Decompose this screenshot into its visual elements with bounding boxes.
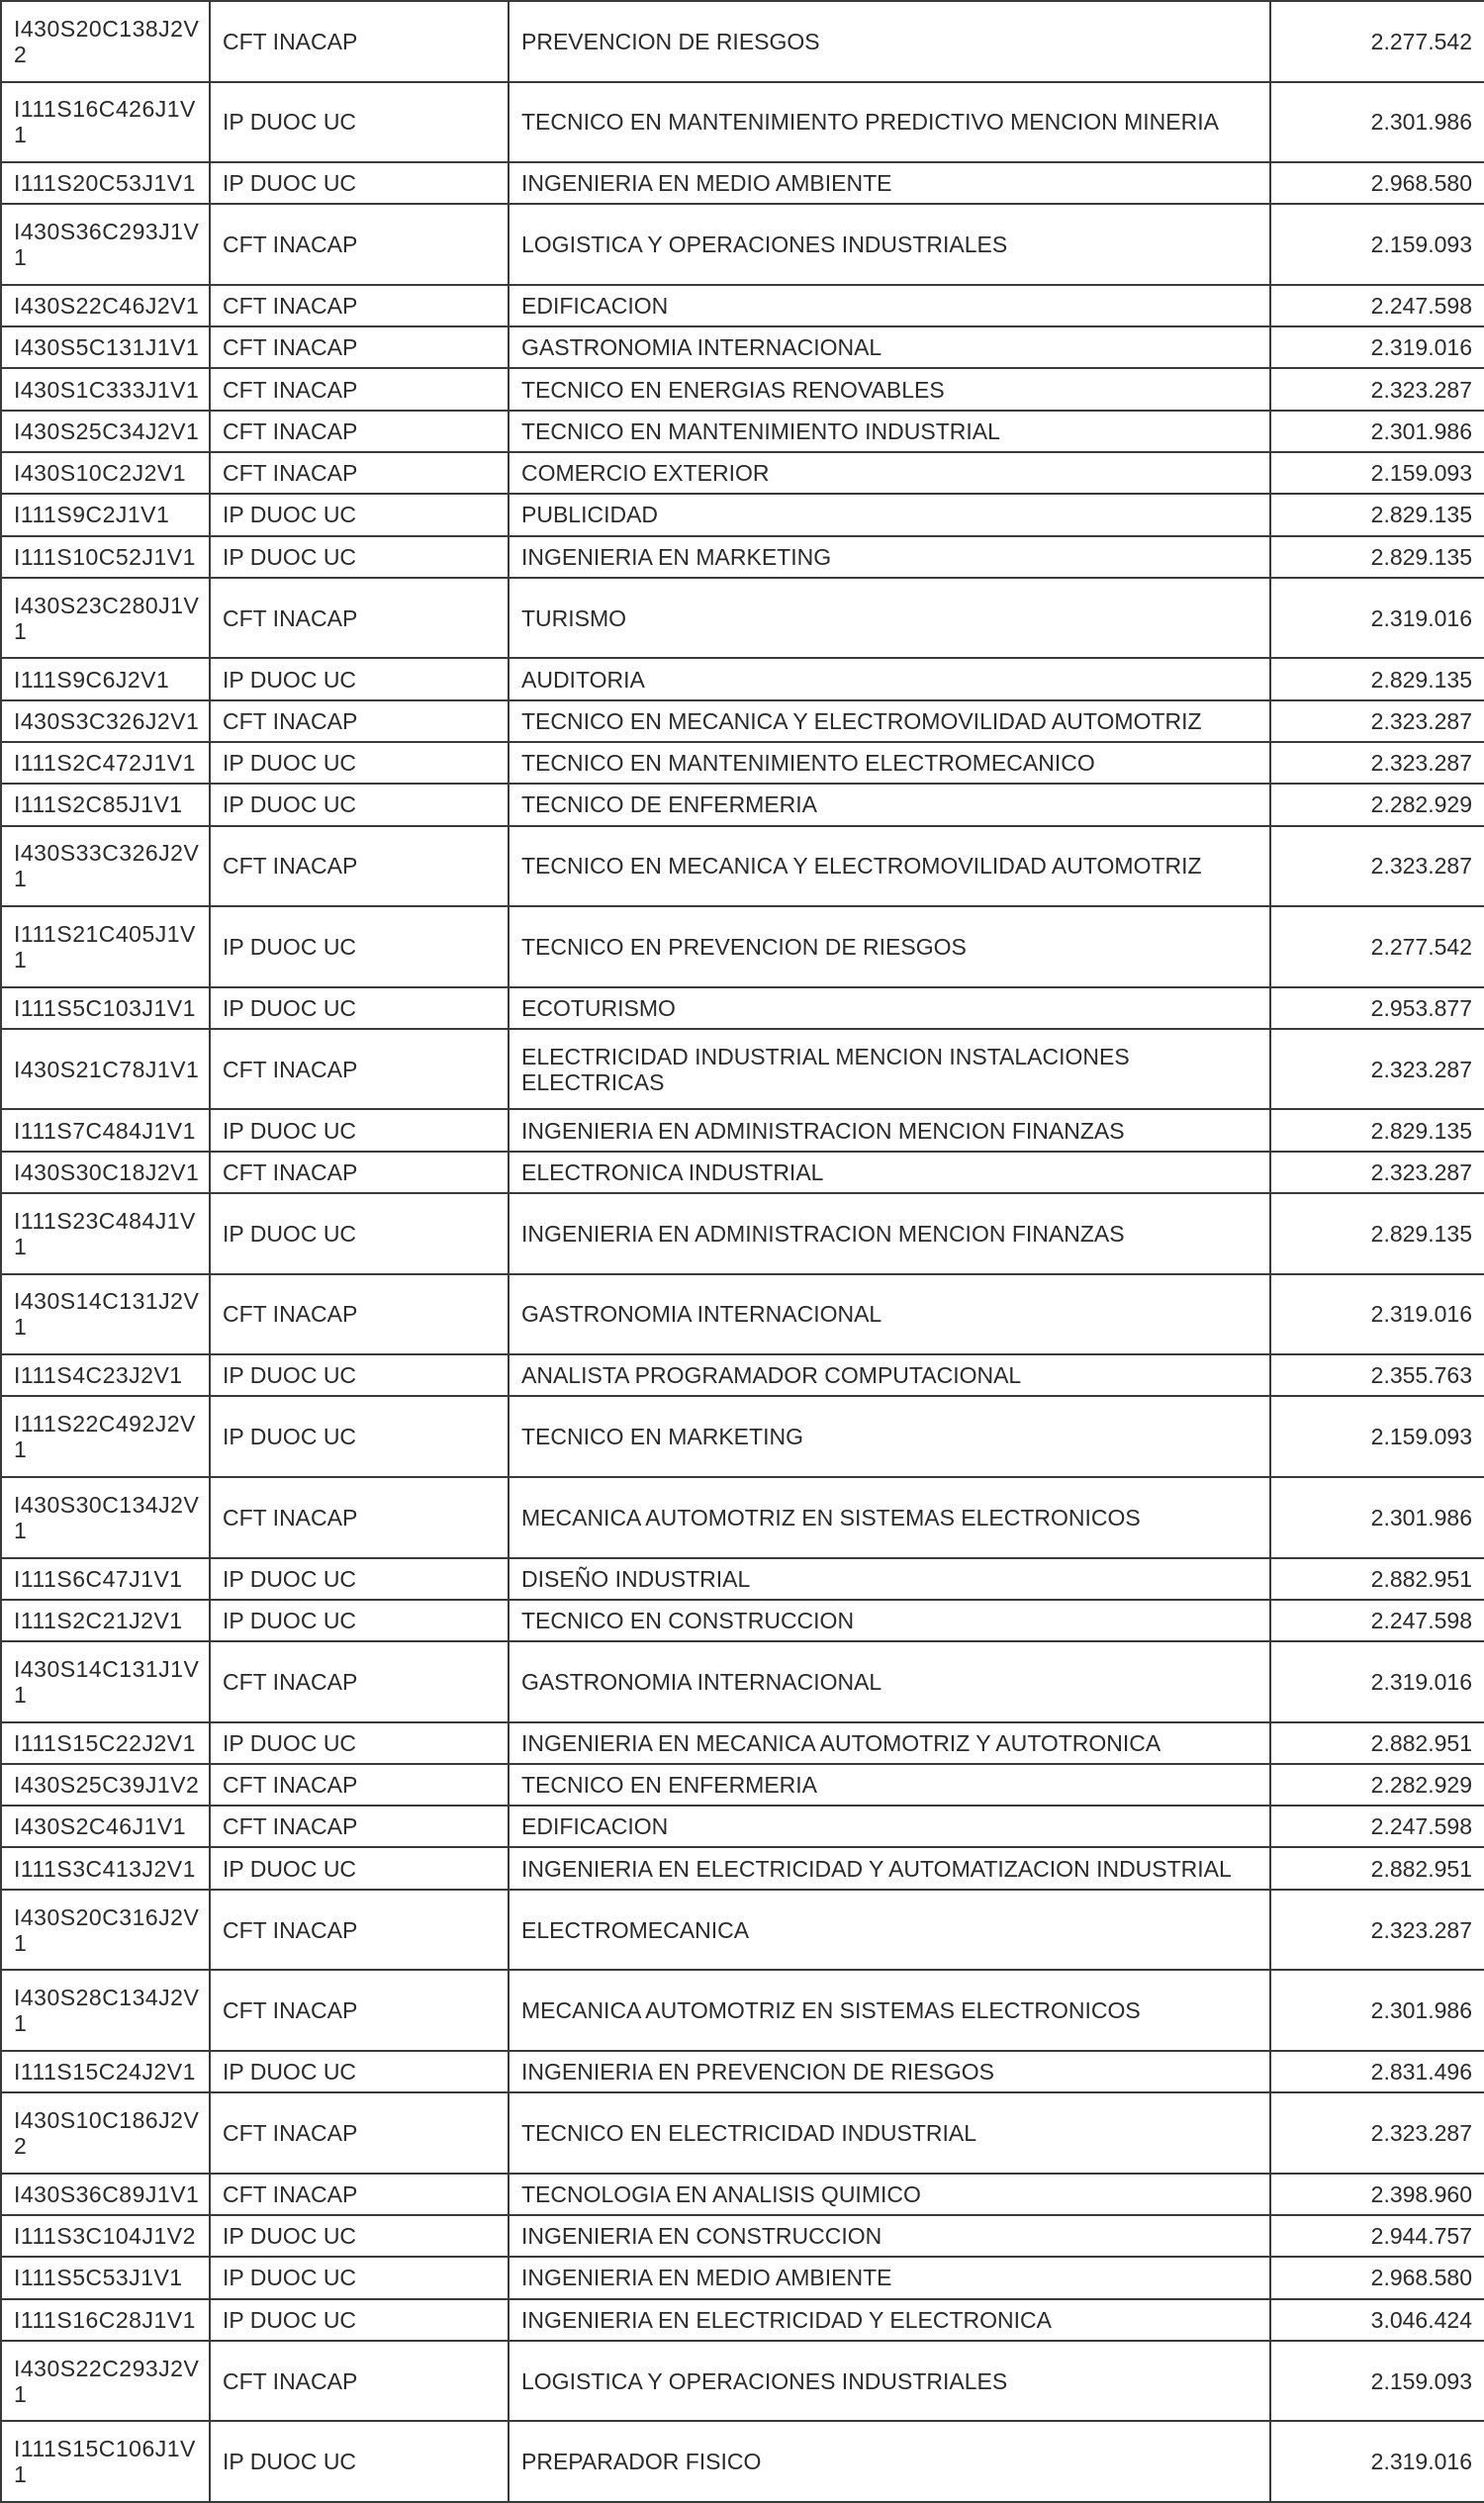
amount-cell: 2.829.135: [1270, 658, 1484, 699]
program-name-cell: TECNICO EN MECANICA Y ELECTROMOVILIDAD AUTOMOTRIZ: [509, 826, 1270, 907]
program-code-cell: I111S2C472J1V1: [1, 742, 210, 784]
amount-cell: 2.247.598: [1270, 1806, 1484, 1847]
program-code-cell: I430S30C134J2V1: [1, 1477, 210, 1558]
table-row: [1, 1890, 1484, 1971]
program-code-cell: I430S23C280J1V1: [1, 578, 210, 659]
program-name-cell: ELECTROMECANICA: [509, 1890, 1270, 1971]
program-code-cell: I111S15C106J1V1: [1, 2421, 210, 2502]
program-name-cell: COMERCIO EXTERIOR: [509, 452, 1270, 494]
amount-cell: 2.323.287: [1270, 368, 1484, 410]
program-code-cell: I111S4C23J2V1: [1, 1354, 210, 1396]
table-row: [1, 368, 1484, 410]
table-row: [1, 2257, 1484, 2298]
program-name-cell: GASTRONOMIA INTERNACIONAL: [509, 1274, 1270, 1355]
amount-cell: 2.968.580: [1270, 2257, 1484, 2298]
program-code-cell: I111S16C28J1V1: [1, 2299, 210, 2341]
program-name-cell: INGENIERIA EN ELECTRICIDAD Y ELECTRONICA: [509, 2299, 1270, 2341]
institution-cell: IP DUOC UC: [210, 536, 509, 578]
program-name-cell: PREPARADOR FISICO: [509, 2421, 1270, 2502]
program-name-cell: TECNICO EN MECANICA Y ELECTROMOVILIDAD AUTOMOTRIZ: [509, 700, 1270, 742]
institution-cell: CFT INACAP: [210, 1764, 509, 1806]
program-name-cell: TECNICO EN MANTENIMIENTO ELECTROMECANICO: [509, 742, 1270, 784]
program-code-cell: I430S5C131J1V1: [1, 326, 210, 368]
amount-cell: 2.829.135: [1270, 536, 1484, 578]
amount-cell: 2.277.542: [1270, 1, 1484, 82]
institution-cell: CFT INACAP: [210, 1029, 509, 1110]
program-name-cell: PREVENCION DE RIESGOS: [509, 1, 1270, 82]
program-name-cell: DISEÑO INDUSTRIAL: [509, 1558, 1270, 1600]
amount-cell: 2.323.287: [1270, 826, 1484, 907]
program-name-cell: EDIFICACION: [509, 1806, 1270, 1847]
program-code-cell: I111S2C21J2V1: [1, 1600, 210, 1641]
program-code-cell: I430S21C78J1V1: [1, 1029, 210, 1110]
program-code-cell: I111S6C47J1V1: [1, 1558, 210, 1600]
program-name-cell: TURISMO: [509, 578, 1270, 659]
table-row: [1, 1641, 1484, 1722]
table-row: [1, 82, 1484, 163]
program-name-cell: ELECTRONICA INDUSTRIAL: [509, 1152, 1270, 1193]
program-name-cell: TECNICO EN MANTENIMIENTO PREDICTIVO MENCION MINERIA: [509, 82, 1270, 163]
program-code-cell: I111S2C85J1V1: [1, 784, 210, 825]
table-row: [1, 1558, 1484, 1600]
program-code-cell: I430S33C326J2V1: [1, 826, 210, 907]
table-row: [1, 1970, 1484, 2051]
institution-cell: IP DUOC UC: [210, 1722, 509, 1764]
program-name-cell: GASTRONOMIA INTERNACIONAL: [509, 1641, 1270, 1722]
amount-cell: 2.323.287: [1270, 1029, 1484, 1110]
program-code-cell: I430S3C326J2V1: [1, 700, 210, 742]
amount-cell: 2.398.960: [1270, 2174, 1484, 2215]
amount-cell: 2.159.093: [1270, 2341, 1484, 2422]
program-name-cell: TECNOLOGIA EN ANALISIS QUIMICO: [509, 2174, 1270, 2215]
institution-cell: IP DUOC UC: [210, 494, 509, 535]
table-row: [1, 1722, 1484, 1764]
amount-cell: 2.831.496: [1270, 2051, 1484, 2092]
table-row: [1, 1764, 1484, 1806]
program-name-cell: INGENIERIA EN ADMINISTRACION MENCION FINANZAS: [509, 1193, 1270, 1274]
table-row: [1, 2051, 1484, 2092]
program-name-cell: INGENIERIA EN ADMINISTRACION MENCION FINANZAS: [509, 1109, 1270, 1151]
amount-cell: 2.323.287: [1270, 2092, 1484, 2174]
table-row: [1, 742, 1484, 784]
program-code-cell: I111S23C484J1V1: [1, 1193, 210, 1274]
institution-cell: CFT INACAP: [210, 368, 509, 410]
amount-cell: 2.323.287: [1270, 742, 1484, 784]
institution-cell: CFT INACAP: [210, 285, 509, 326]
program-code-cell: I430S14C131J2V1: [1, 1274, 210, 1355]
program-code-cell: I430S30C18J2V1: [1, 1152, 210, 1193]
program-code-cell: I111S10C52J1V1: [1, 536, 210, 578]
program-code-cell: I430S22C46J2V1: [1, 285, 210, 326]
institution-cell: IP DUOC UC: [210, 1396, 509, 1477]
table-row: [1, 1600, 1484, 1641]
institution-cell: IP DUOC UC: [210, 2421, 509, 2502]
table-row: [1, 285, 1484, 326]
table-row: [1, 494, 1484, 535]
amount-cell: 2.944.757: [1270, 2215, 1484, 2257]
program-code-cell: I111S15C22J2V1: [1, 1722, 210, 1764]
table-row: [1, 1029, 1484, 1110]
institution-cell: CFT INACAP: [210, 204, 509, 285]
program-name-cell: TECNICO EN MARKETING: [509, 1396, 1270, 1477]
institution-cell: IP DUOC UC: [210, 742, 509, 784]
amount-cell: 2.159.093: [1270, 1396, 1484, 1477]
amount-cell: 2.301.986: [1270, 82, 1484, 163]
institution-cell: CFT INACAP: [210, 1, 509, 82]
table-row: [1, 1354, 1484, 1396]
institution-cell: IP DUOC UC: [210, 2215, 509, 2257]
program-code-cell: I430S10C2J2V1: [1, 452, 210, 494]
institution-cell: CFT INACAP: [210, 1970, 509, 2051]
program-name-cell: INGENIERIA EN ELECTRICIDAD Y AUTOMATIZACION INDUSTRIAL: [509, 1847, 1270, 1889]
table-row: [1, 2421, 1484, 2502]
amount-cell: 2.319.016: [1270, 326, 1484, 368]
amount-cell: 2.829.135: [1270, 1109, 1484, 1151]
table-row: [1, 1477, 1484, 1558]
program-name-cell: TECNICO EN ENERGIAS RENOVABLES: [509, 368, 1270, 410]
program-code-cell: I111S3C104J1V2: [1, 2215, 210, 2257]
amount-cell: 2.159.093: [1270, 204, 1484, 285]
program-name-cell: ECOTURISMO: [509, 987, 1270, 1029]
table-row: [1, 452, 1484, 494]
amount-cell: 2.247.598: [1270, 285, 1484, 326]
program-code-cell: I430S20C138J2V2: [1, 1, 210, 82]
amount-cell: 2.968.580: [1270, 162, 1484, 204]
institution-cell: IP DUOC UC: [210, 82, 509, 163]
program-name-cell: INGENIERIA EN MEDIO AMBIENTE: [509, 2257, 1270, 2298]
program-name-cell: LOGISTICA Y OPERACIONES INDUSTRIALES: [509, 2341, 1270, 2422]
program-name-cell: LOGISTICA Y OPERACIONES INDUSTRIALES: [509, 204, 1270, 285]
table-row: [1, 2299, 1484, 2341]
amount-cell: 2.319.016: [1270, 1274, 1484, 1355]
table-row: [1, 1396, 1484, 1477]
program-code-cell: I430S20C316J2V1: [1, 1890, 210, 1971]
program-name-cell: MECANICA AUTOMOTRIZ EN SISTEMAS ELECTRONICOS: [509, 1970, 1270, 2051]
institution-cell: CFT INACAP: [210, 452, 509, 494]
table-row: [1, 2341, 1484, 2422]
program-name-cell: ANALISTA PROGRAMADOR COMPUTACIONAL: [509, 1354, 1270, 1396]
institution-cell: CFT INACAP: [210, 826, 509, 907]
amount-cell: 2.882.951: [1270, 1722, 1484, 1764]
amount-cell: 2.301.986: [1270, 1477, 1484, 1558]
institution-cell: IP DUOC UC: [210, 2257, 509, 2298]
program-name-cell: TECNICO EN ELECTRICIDAD INDUSTRIAL: [509, 2092, 1270, 2174]
amount-cell: 2.277.542: [1270, 906, 1484, 987]
program-name-cell: AUDITORIA: [509, 658, 1270, 699]
table-row: [1, 784, 1484, 825]
table-row: [1, 1, 1484, 82]
table-row: [1, 1109, 1484, 1151]
program-code-cell: I430S2C46J1V1: [1, 1806, 210, 1847]
program-code-cell: I111S21C405J1V1: [1, 906, 210, 987]
table-row: [1, 1152, 1484, 1193]
table-body: [1, 1, 1484, 2502]
amount-cell: 2.301.986: [1270, 411, 1484, 452]
institution-cell: CFT INACAP: [210, 1890, 509, 1971]
program-name-cell: TECNICO DE ENFERMERIA: [509, 784, 1270, 825]
program-name-cell: TECNICO EN MANTENIMIENTO INDUSTRIAL: [509, 411, 1270, 452]
amount-cell: 2.247.598: [1270, 1600, 1484, 1641]
program-code-cell: I111S20C53J1V1: [1, 162, 210, 204]
program-name-cell: ELECTRICIDAD INDUSTRIAL MENCION INSTALACIONES ELECTRICAS: [509, 1029, 1270, 1110]
institution-cell: CFT INACAP: [210, 2341, 509, 2422]
table-row: [1, 1274, 1484, 1355]
amount-cell: 2.355.763: [1270, 1354, 1484, 1396]
table-row: [1, 1847, 1484, 1889]
program-code-cell: I111S5C103J1V1: [1, 987, 210, 1029]
amount-cell: 2.319.016: [1270, 578, 1484, 659]
program-code-cell: I111S7C484J1V1: [1, 1109, 210, 1151]
amount-cell: 2.323.287: [1270, 1152, 1484, 1193]
table-row: [1, 536, 1484, 578]
amount-cell: 2.282.929: [1270, 1764, 1484, 1806]
program-code-cell: I430S14C131J1V1: [1, 1641, 210, 1722]
amount-cell: 2.953.877: [1270, 987, 1484, 1029]
program-code-cell: I430S28C134J2V1: [1, 1970, 210, 2051]
institution-cell: IP DUOC UC: [210, 1600, 509, 1641]
program-code-cell: I111S15C24J2V1: [1, 2051, 210, 2092]
table-row: [1, 700, 1484, 742]
table-row: [1, 1193, 1484, 1274]
program-code-cell: I111S5C53J1V1: [1, 2257, 210, 2298]
program-code-cell: I430S22C293J2V1: [1, 2341, 210, 2422]
table-row: [1, 2174, 1484, 2215]
table-row: [1, 162, 1484, 204]
table-row: [1, 658, 1484, 699]
institution-cell: CFT INACAP: [210, 1641, 509, 1722]
program-name-cell: GASTRONOMIA INTERNACIONAL: [509, 326, 1270, 368]
institution-cell: IP DUOC UC: [210, 987, 509, 1029]
program-code-cell: I111S16C426J1V1: [1, 82, 210, 163]
program-name-cell: EDIFICACION: [509, 285, 1270, 326]
institution-cell: CFT INACAP: [210, 326, 509, 368]
program-code-cell: I430S25C39J1V2: [1, 1764, 210, 1806]
institution-cell: IP DUOC UC: [210, 1558, 509, 1600]
program-code-cell: I111S22C492J2V1: [1, 1396, 210, 1477]
amount-cell: 2.882.951: [1270, 1558, 1484, 1600]
amount-cell: 2.323.287: [1270, 700, 1484, 742]
amount-cell: 2.882.951: [1270, 1847, 1484, 1889]
amount-cell: 2.319.016: [1270, 1641, 1484, 1722]
institution-cell: CFT INACAP: [210, 1477, 509, 1558]
table-row: [1, 578, 1484, 659]
table-row: [1, 2092, 1484, 2174]
amount-cell: 3.046.424: [1270, 2299, 1484, 2341]
program-name-cell: INGENIERIA EN MEDIO AMBIENTE: [509, 162, 1270, 204]
program-code-cell: I111S9C2J1V1: [1, 494, 210, 535]
program-name-cell: TECNICO EN ENFERMERIA: [509, 1764, 1270, 1806]
program-code-cell: I430S36C293J1V1: [1, 204, 210, 285]
program-code-cell: I430S10C186J2V2: [1, 2092, 210, 2174]
institution-cell: IP DUOC UC: [210, 1354, 509, 1396]
program-code-cell: I430S36C89J1V1: [1, 2174, 210, 2215]
institution-cell: IP DUOC UC: [210, 2299, 509, 2341]
institution-cell: IP DUOC UC: [210, 2051, 509, 2092]
institution-cell: CFT INACAP: [210, 1152, 509, 1193]
institution-cell: CFT INACAP: [210, 578, 509, 659]
program-code-cell: I430S25C34J2V1: [1, 411, 210, 452]
institution-cell: CFT INACAP: [210, 2174, 509, 2215]
table-row: [1, 1806, 1484, 1847]
institution-cell: IP DUOC UC: [210, 1193, 509, 1274]
table-row: [1, 987, 1484, 1029]
program-name-cell: INGENIERIA EN CONSTRUCCION: [509, 2215, 1270, 2257]
institution-cell: IP DUOC UC: [210, 784, 509, 825]
amount-cell: 2.319.016: [1270, 2421, 1484, 2502]
program-name-cell: INGENIERIA EN MARKETING: [509, 536, 1270, 578]
program-name-cell: MECANICA AUTOMOTRIZ EN SISTEMAS ELECTRONICOS: [509, 1477, 1270, 1558]
program-code-cell: I430S1C333J1V1: [1, 368, 210, 410]
table-row: [1, 411, 1484, 452]
table-row: [1, 826, 1484, 907]
program-name-cell: TECNICO EN CONSTRUCCION: [509, 1600, 1270, 1641]
program-code-cell: I111S3C413J2V1: [1, 1847, 210, 1889]
program-name-cell: TECNICO EN PREVENCION DE RIESGOS: [509, 906, 1270, 987]
institution-cell: IP DUOC UC: [210, 906, 509, 987]
amount-cell: 2.323.287: [1270, 1890, 1484, 1971]
amount-cell: 2.159.093: [1270, 452, 1484, 494]
institution-cell: IP DUOC UC: [210, 1847, 509, 1889]
table-row: [1, 2215, 1484, 2257]
amount-cell: 2.282.929: [1270, 784, 1484, 825]
program-name-cell: INGENIERIA EN PREVENCION DE RIESGOS: [509, 2051, 1270, 2092]
program-name-cell: PUBLICIDAD: [509, 494, 1270, 535]
table-row: [1, 204, 1484, 285]
table-row: [1, 326, 1484, 368]
institution-cell: IP DUOC UC: [210, 162, 509, 204]
institution-cell: CFT INACAP: [210, 411, 509, 452]
amount-cell: 2.829.135: [1270, 1193, 1484, 1274]
amount-cell: 2.829.135: [1270, 494, 1484, 535]
institution-cell: CFT INACAP: [210, 2092, 509, 2174]
program-code-cell: I111S9C6J2V1: [1, 658, 210, 699]
institution-cell: CFT INACAP: [210, 1274, 509, 1355]
amount-cell: 2.301.986: [1270, 1970, 1484, 2051]
table-row: [1, 906, 1484, 987]
institution-cell: IP DUOC UC: [210, 658, 509, 699]
institution-cell: IP DUOC UC: [210, 1109, 509, 1151]
program-name-cell: INGENIERIA EN MECANICA AUTOMOTRIZ Y AUTOTRONICA: [509, 1722, 1270, 1764]
institution-cell: CFT INACAP: [210, 1806, 509, 1847]
institution-cell: CFT INACAP: [210, 700, 509, 742]
